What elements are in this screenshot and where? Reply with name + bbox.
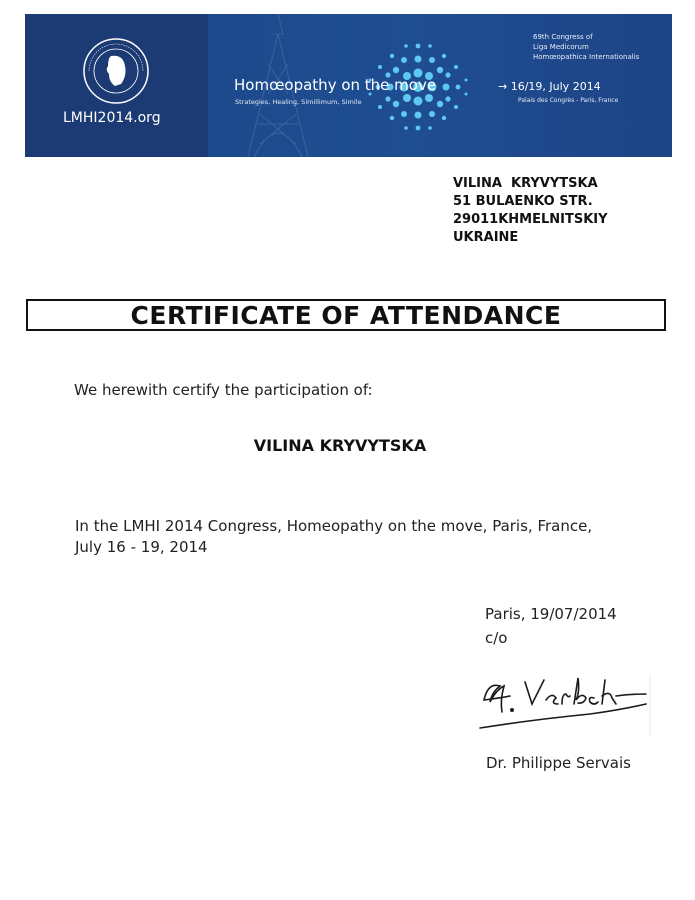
lmhi-seal-logo-icon	[81, 36, 151, 106]
certificate-title-box	[26, 299, 666, 331]
congress-dates	[498, 80, 601, 93]
congress-line: 69th Congress of	[533, 33, 593, 41]
care-of: c/o	[485, 629, 508, 647]
congress-headline: Homœopathy on the move	[234, 76, 437, 94]
congress-line: Homœopathica Internationalis	[533, 53, 640, 61]
congress-banner	[25, 14, 672, 157]
participant-name: VILINA KRYVYTSKA	[253, 436, 427, 455]
arrow-right-icon: →	[498, 80, 511, 93]
body-line: In the LMHI 2014 Congress, Homeopathy on the move, Paris, France,	[75, 517, 593, 535]
site-url: LMHI2014.org	[63, 110, 161, 126]
congress-venue: Palais des Congrès - Paris, France	[518, 97, 619, 104]
certificate-intro: We herewith certify the participation of:	[74, 381, 373, 399]
signer-name: Dr. Philippe Servais	[486, 754, 631, 772]
dates-text: 16/19, July 2014	[510, 80, 601, 93]
handwritten-signature-icon	[470, 670, 655, 740]
congress-name	[533, 32, 639, 62]
congress-line: Liga Medicorum	[533, 43, 589, 51]
address-line: UKRAINE	[453, 230, 519, 245]
congress-subline: Strategies, Healing, Simillimum, Simile	[235, 98, 362, 106]
address-line: 29011KHMELNITSKIY	[453, 212, 608, 227]
certificate-body	[75, 516, 655, 558]
address-line: 51 BULAENKO STR.	[453, 194, 593, 209]
address-line: VILINA KRYVYTSKA	[453, 176, 598, 191]
banner-headline-panel	[208, 14, 672, 157]
body-line: July 16 - 19, 2014	[75, 538, 208, 556]
certificate-title: CERTIFICATE OF ATTENDANCE	[130, 300, 562, 330]
banner-logo-panel	[25, 14, 208, 157]
recipient-address	[453, 175, 608, 247]
place-and-date: Paris, 19/07/2014	[485, 605, 617, 623]
